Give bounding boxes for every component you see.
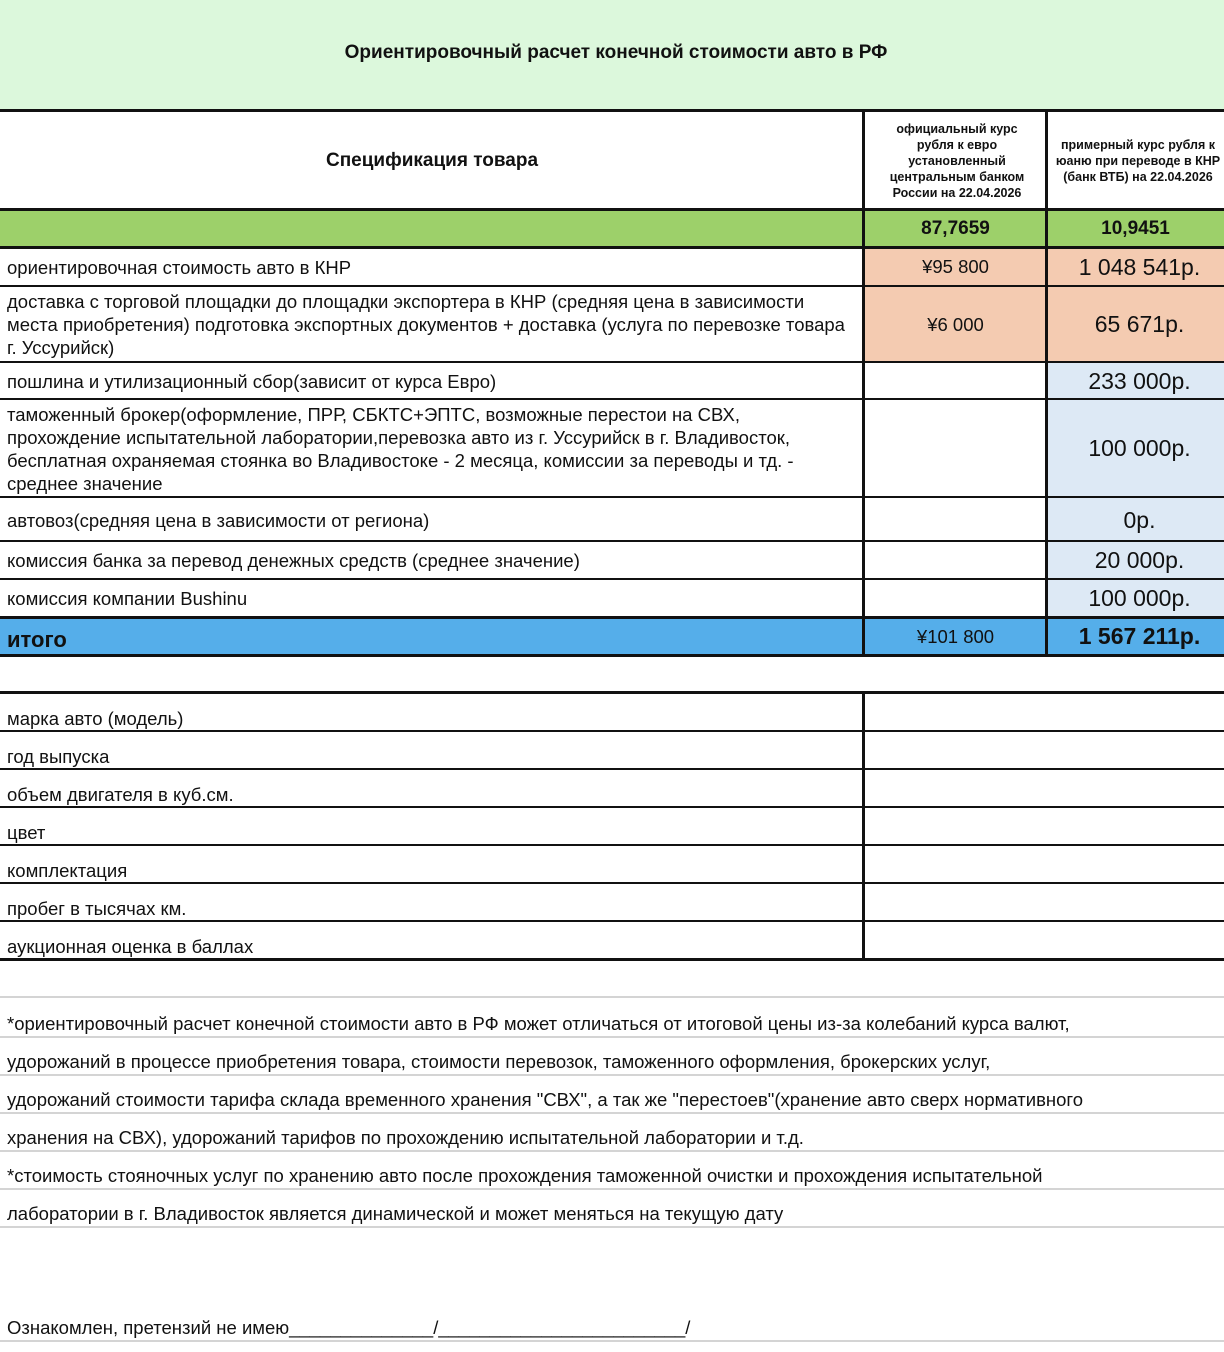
border: [0, 208, 1224, 211]
row-label-broker: таможенный брокер(оформление, ПРР, СБКТС+ЭПТС, возможные перестои на СВХ, прохождение испытательной лаборатории,перевозка авто из г. Уссурийск в г. Владивосток, бесплатная охраняемая стоянка во Владивостоке - 2 месяца, комиссии за переводы и тд. - среднее значение: [7, 403, 794, 494]
spec-label-trim: комплектация: [7, 859, 128, 881]
border: [1045, 110, 1048, 656]
gridline: [0, 1150, 1224, 1152]
border: [0, 691, 1224, 694]
gridline: [0, 1340, 1224, 1342]
row-cny-company-fee: [864, 580, 1047, 617]
border: [0, 398, 1224, 400]
row-cny-car-cost: ¥95 800: [922, 256, 989, 277]
note-line-2: удорожаний в процессе приобретения товара, стоимости перевозок, таможенного оформления, брокерских услуг,: [7, 1050, 991, 1072]
row-rub-broker: 100 000р.: [1088, 435, 1191, 461]
note-line-6: лаборатории в г. Владивосток является динамической и может меняться на текущую дату: [7, 1202, 784, 1224]
border: [862, 110, 865, 656]
note-line-5: *стоимость стояночных услуг по хранению авто после прохождения таможенной очистки и прохождения испытательной: [7, 1164, 1043, 1186]
border: [0, 958, 1224, 961]
yuan-rate-value: 10,9451: [1101, 217, 1170, 239]
border: [0, 109, 1224, 112]
total-cny: ¥101 800: [916, 625, 995, 647]
border: [0, 540, 1224, 542]
row-cny-broker: [864, 400, 1047, 497]
gridline: [0, 1226, 1224, 1228]
header-yuan-rate: примерный курс рубля к юаню при переводе в КНР (банк ВТБ) на 22.04.2026: [1055, 138, 1221, 184]
gridline: [0, 996, 1224, 998]
spec-label-auction-grade: аукционная оценка в баллах: [7, 935, 254, 957]
spec-label-model: марка авто (модель): [7, 707, 184, 729]
row-label-car-carrier: автовоз(средняя цена в зависимости от региона): [7, 509, 430, 531]
spec-label-mileage: пробег в тысячах км.: [7, 897, 187, 919]
spec-label-year: год выпуска: [7, 745, 110, 767]
note-line-1: *ориентировочный расчет конечной стоимости авто в РФ может отличаться от итоговой цены из-за колебаний курса валют,: [7, 1012, 1070, 1034]
gridline: [0, 1036, 1224, 1038]
row-rub-delivery: 65 671р.: [1094, 311, 1185, 337]
row-label-company-fee: комиссия компании Bushinu: [7, 588, 248, 609]
border: [0, 578, 1224, 580]
border: [0, 730, 1224, 732]
border: [0, 844, 1224, 846]
row-rub-company-fee: 100 000р.: [1088, 585, 1191, 611]
euro-rate-value: 87,7659: [921, 217, 990, 239]
spec-label-engine: объем двигателя в куб.см.: [7, 783, 234, 805]
gridline: [0, 1112, 1224, 1114]
header-spec: Спецификация товара: [325, 149, 539, 171]
border: [0, 654, 1224, 657]
row-label-delivery: доставка с торговой площадки до площадки экспортера в КНР (средняя цена в зависимости места приобретения) подготовка экспортных документов + доставка (услуга по перевозке товара г. Уссурийск): [7, 291, 845, 358]
gridline: [0, 1074, 1224, 1076]
row-cny-car-carrier: [864, 498, 1047, 542]
border: [0, 768, 1224, 770]
border: [0, 882, 1224, 884]
row-rub-duty: 233 000р.: [1088, 368, 1191, 394]
spec-label-color: цвет: [7, 821, 46, 843]
signature-line[interactable]: Ознакомлен, претензий не имею______________/________________________/: [7, 1316, 691, 1338]
total-label: итого: [7, 626, 67, 652]
row-label-car-cost: ориентировочная стоимость авто в КНР: [7, 256, 352, 278]
border: [0, 806, 1224, 808]
row-rub-bank-fee: 20 000р.: [1094, 547, 1185, 573]
gridline: [0, 1188, 1224, 1190]
note-line-3: удорожаний стоимости тарифа склада временного хранения "СВХ", а так же "перестоев"(хранение авто сверх нормативного: [7, 1088, 1084, 1110]
border: [0, 361, 1224, 363]
row-cny-delivery: ¥6 000: [927, 313, 984, 335]
border: [0, 496, 1224, 498]
total-rub: 1 567 211р.: [1078, 623, 1201, 649]
row-cny-duty: [864, 363, 1047, 400]
row-label-bank-fee: комиссия банка за перевод денежных средств (среднее значение): [7, 550, 580, 571]
row-rub-car-carrier: 0р.: [1123, 506, 1156, 533]
page-title: Ориентировочный расчет конечной стоимости авто в РФ: [344, 42, 888, 63]
header-euro-rate: официальный курс рубля к евро установленный центральным банком России на 22.04.2026: [889, 122, 1025, 200]
border: [0, 246, 1224, 249]
border: [0, 285, 1224, 287]
row-label-duty: пошлина и утилизационный сбор(зависит от курса Евро): [7, 371, 497, 392]
border: [0, 920, 1224, 922]
border: [0, 616, 1224, 619]
border: [862, 692, 865, 960]
row-cny-bank-fee: [864, 542, 1047, 579]
note-line-4: хранения на СВХ), удорожаний тарифов по прохождению испытательной лаборатории и т.д.: [7, 1126, 804, 1148]
row-rub-car-cost: 1 048 541р.: [1078, 253, 1201, 280]
